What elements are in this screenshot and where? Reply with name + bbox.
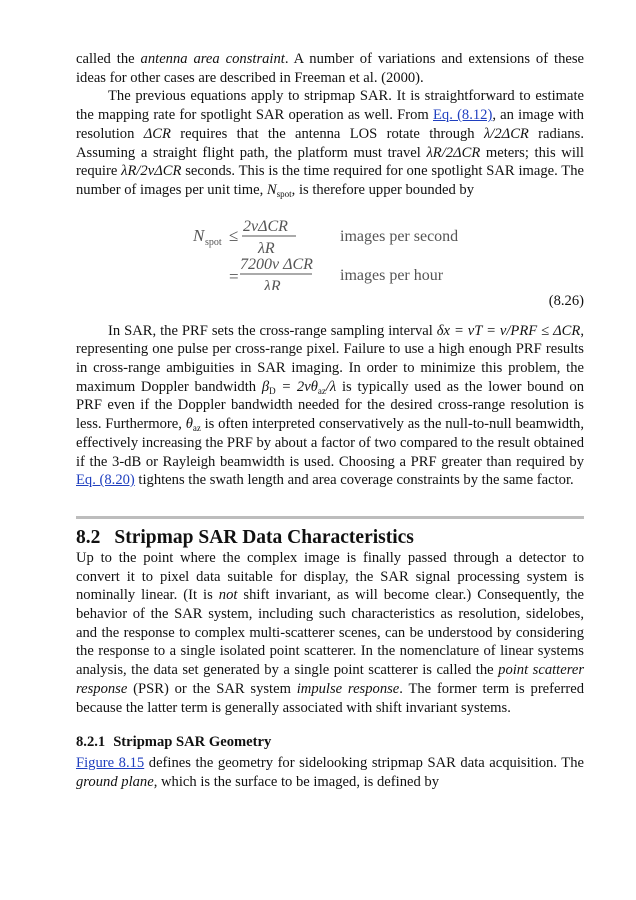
- eq-rel: ≤: [229, 225, 239, 245]
- paragraph-3: In SAR, the PRF sets the cross-range sampling interval δx = vT = v/PRF ≤ ΔCR, representing one pulse per cross-range pixel. Failure to use a high enough PRF results in cross-range ambiguities in SAR imaging. In order to minimize this problem, the maximum Doppler bandwidth $\beta_D = 2v\theta_{az}/\lambda$ is typically used as the lower bound on PRF even if the Doppler bandwidth needed for the desired cross-range resolution is less. Furthermore, $\theta_{az}$ is often interpreted conservatively as the null-to-null beamwidth, effectively increasing the PRF by about a factor of two compared to the result obtained if the 3-dB or Rayleigh beamwidth is used. Choosing a PRF greater than required by Eq. (8.20) tightens the swath length and area coverage constraints by the same factor.: [76, 322, 585, 489]
- eq-lhs: N: [193, 225, 205, 245]
- eq-equals: =: [229, 266, 239, 286]
- eq-num2: 7200v ΔCR: [240, 255, 313, 273]
- eq-unit1: images per second: [340, 227, 459, 245]
- figure-8-15-link[interactable]: Figure 8.15: [76, 754, 145, 771]
- section-title: Stripmap SAR Data Characteristics: [114, 526, 414, 548]
- equation-8-26: [76, 208, 584, 312]
- section-number: 8.2: [76, 526, 101, 548]
- eq-den2: λR: [264, 277, 281, 290]
- eq-unit2: images per hour: [340, 266, 444, 284]
- equation-number: (8.26): [548, 292, 584, 309]
- subsection-number: 8.2.1: [76, 734, 106, 751]
- equation-image: [188, 208, 488, 290]
- eq-den1: λR: [258, 239, 275, 257]
- section-divider: [76, 516, 584, 519]
- subsection-heading: [76, 733, 584, 752]
- section-heading: [76, 527, 584, 549]
- paragraph-4: Up to the point where the complex image is finally passed through a detector to convert it to pixel data suitable for display, the SAR signal processing system is nominally linear. (It is not shift invariant, as will become clear.) Consequently, the behavior of the SAR system, including such characteristics as resolution, sidelobes, and the response to complex multi-scatterer scenes, can be understood by considering the response to a single isolated point scatterer. In the nomenclature of linear systems analysis, the data set generated by a single point scatterer is called the point scatterer response (PSR) or the SAR system impulse response. The former term is preferred because the latter term is generally associated with shift invariant systems.: [76, 549, 585, 716]
- eq-num1: 2vΔCR: [243, 217, 288, 235]
- paragraph-1: called the antenna area constraint. A number of variations and extensions of these ideas for other cases are described in Freeman et al. (2000).: [76, 51, 585, 86]
- eq-8-20-link[interactable]: Eq. (8.20): [76, 472, 135, 489]
- paragraph-2: The previous equations apply to stripmap SAR. It is straightforward to estimate the mapping rate for spotlight SAR operation as well. From Eq. (8.12), an image with resolution ΔCR requires that the antenna LOS rotate through λ/2ΔCR radians. Assuming a straight flight path, the platform must travel λR/2ΔCR meters; this will require λR/2vΔCR seconds. This is the time required for one spotlight SAR image. The number of images per unit time, $N_{spot}$, is therefore upper bounded by: [76, 88, 584, 199]
- subsection-title: Stripmap SAR Geometry: [113, 734, 272, 751]
- page-content: [76, 50, 584, 791]
- eq-lhs-sub: spot: [205, 236, 222, 248]
- paragraph-5: Figure 8.15 defines the geometry for sidelooking stripmap SAR data acquisition. The ground plane, which is the surface to be imaged, is defined by: [76, 754, 584, 790]
- eq-8-12-link[interactable]: Eq. (8.12): [433, 107, 493, 124]
